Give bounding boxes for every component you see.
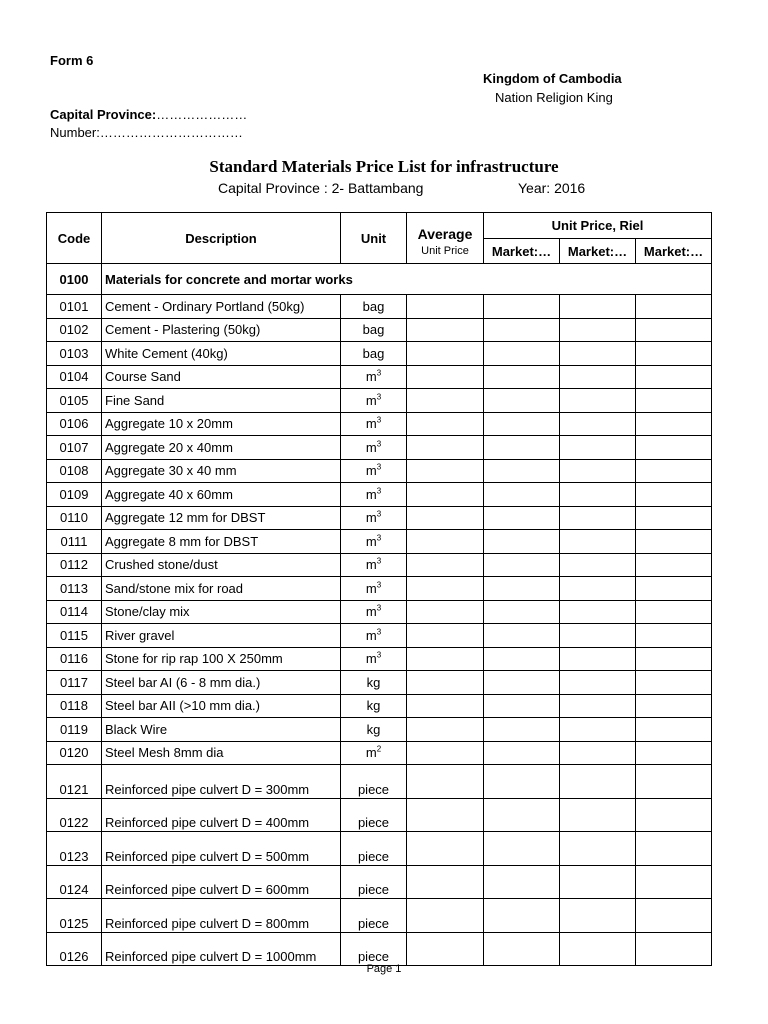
capital-province-field	[50, 107, 247, 122]
row-market-3-cell[interactable]	[636, 624, 712, 648]
row-unit-text: m	[365, 533, 377, 549]
row-unit	[341, 741, 407, 765]
row-market-2-cell[interactable]	[560, 600, 636, 624]
row-market-1-cell[interactable]	[484, 600, 560, 624]
row-code: 0118	[47, 694, 102, 718]
document-title: Standard Materials Price List for infrastructure	[209, 157, 559, 176]
row-unit-exponent: 3	[376, 415, 382, 425]
row-average-price-cell[interactable]	[407, 932, 484, 966]
row-market-1-cell[interactable]	[484, 932, 560, 966]
row-market-2-cell[interactable]	[560, 694, 636, 718]
row-description: Aggregate 20 x 40mm	[102, 436, 341, 460]
row-unit-text: piece	[357, 882, 390, 897]
row-average-price-cell[interactable]	[407, 798, 484, 832]
row-average-price-cell[interactable]	[407, 436, 484, 460]
row-market-1-cell[interactable]	[484, 295, 560, 319]
row-market-3-cell[interactable]	[636, 741, 712, 765]
row-unit	[341, 899, 407, 933]
row-unit-exponent: 3	[376, 462, 382, 472]
row-market-1-cell[interactable]	[484, 342, 560, 366]
row-unit-exponent: 3	[376, 556, 382, 566]
row-market-3-cell[interactable]	[636, 899, 712, 933]
row-unit-exponent: 3	[376, 627, 382, 637]
row-market-2-cell[interactable]	[560, 765, 636, 799]
row-unit-text: piece	[357, 949, 390, 964]
row-average-price-cell[interactable]	[407, 671, 484, 695]
row-unit-text: m	[365, 486, 377, 502]
row-market-3-cell[interactable]	[636, 459, 712, 483]
row-market-3-cell[interactable]	[636, 671, 712, 695]
row-market-1-cell[interactable]	[484, 459, 560, 483]
row-description: Reinforced pipe culvert D = 400mm	[102, 798, 341, 832]
row-description: Stone for rip rap 100 X 250mm	[102, 647, 341, 671]
row-market-3-cell[interactable]	[636, 600, 712, 624]
row-market-3-cell[interactable]	[636, 865, 712, 899]
row-unit-text: m	[365, 439, 377, 455]
row-average-price-cell[interactable]	[407, 530, 484, 554]
table-row	[47, 459, 712, 483]
row-code: 0109	[47, 483, 102, 507]
row-market-2-cell[interactable]	[560, 459, 636, 483]
row-market-1-cell[interactable]	[484, 530, 560, 554]
table-row	[47, 798, 712, 832]
row-description: Steel bar AI (6 - 8 mm dia.)	[102, 671, 341, 695]
row-market-1-cell[interactable]	[484, 765, 560, 799]
row-market-1-cell[interactable]	[484, 577, 560, 601]
row-market-3-cell[interactable]	[636, 553, 712, 577]
row-description: Reinforced pipe culvert D = 500mm	[102, 832, 341, 866]
row-code: 0114	[47, 600, 102, 624]
row-code: 0116	[47, 647, 102, 671]
row-unit-exponent: 3	[376, 580, 382, 590]
table-row	[47, 342, 712, 366]
row-unit	[341, 365, 407, 389]
row-average-price-cell[interactable]	[407, 577, 484, 601]
row-average-price-cell[interactable]	[407, 459, 484, 483]
row-market-2-cell[interactable]	[560, 412, 636, 436]
row-average-price-cell[interactable]	[407, 718, 484, 742]
row-average-price-cell[interactable]	[407, 694, 484, 718]
row-market-1-cell[interactable]	[484, 318, 560, 342]
row-unit-exponent: 3	[376, 392, 382, 402]
row-code: 0120	[47, 741, 102, 765]
capital-province-label: Capital Province:	[50, 107, 157, 122]
row-average-price-cell[interactable]	[407, 342, 484, 366]
row-unit	[341, 318, 407, 342]
row-market-1-cell[interactable]	[484, 624, 560, 648]
row-code: 0119	[47, 718, 102, 742]
row-description: Aggregate 30 x 40 mm	[102, 459, 341, 483]
table-row	[47, 530, 712, 554]
row-market-2-cell[interactable]	[560, 832, 636, 866]
section-label: Materials for concrete and mortar works	[102, 264, 712, 295]
row-unit-exponent: 3	[376, 650, 382, 660]
row-code: 0101	[47, 295, 102, 319]
row-code: 0117	[47, 671, 102, 695]
row-average-price-cell[interactable]	[407, 318, 484, 342]
row-unit-exponent: 3	[376, 368, 382, 378]
row-unit	[341, 459, 407, 483]
row-unit-text: m	[365, 627, 377, 643]
row-market-2-cell[interactable]	[560, 624, 636, 648]
row-market-1-cell[interactable]	[484, 671, 560, 695]
capital-province-blank: …………………	[156, 107, 248, 122]
row-market-3-cell[interactable]	[636, 577, 712, 601]
row-market-3-cell[interactable]	[636, 295, 712, 319]
row-market-1-cell[interactable]	[484, 553, 560, 577]
row-market-2-cell[interactable]	[560, 506, 636, 530]
row-unit-text: piece	[357, 781, 390, 797]
row-unit-text: m	[365, 463, 377, 479]
row-code: 0110	[47, 506, 102, 530]
row-unit	[341, 577, 407, 601]
row-unit	[341, 865, 407, 899]
row-unit-text: kg	[366, 698, 381, 714]
table-row	[47, 832, 712, 866]
table-row	[47, 389, 712, 413]
row-unit	[341, 798, 407, 832]
row-unit-text: kg	[366, 674, 381, 690]
row-code: 0111	[47, 530, 102, 554]
row-unit	[341, 671, 407, 695]
row-unit-exponent: 3	[376, 603, 382, 613]
row-market-2-cell[interactable]	[560, 577, 636, 601]
row-unit	[341, 694, 407, 718]
row-code: 0124	[47, 865, 102, 899]
row-unit	[341, 530, 407, 554]
row-unit	[341, 932, 407, 966]
header-unit-price-group: Unit Price, Riel	[484, 213, 712, 239]
row-description: Aggregate 12 mm for DBST	[102, 506, 341, 530]
row-unit-exponent: 3	[376, 439, 382, 449]
row-description: Fine Sand	[102, 389, 341, 413]
row-description: Aggregate 10 x 20mm	[102, 412, 341, 436]
row-market-3-cell[interactable]	[636, 342, 712, 366]
province-subtitle: Capital Province : 2- Battambang	[218, 180, 424, 196]
row-code: 0108	[47, 459, 102, 483]
row-description: Sand/stone mix for road	[102, 577, 341, 601]
row-market-3-cell[interactable]	[636, 365, 712, 389]
table-row	[47, 483, 712, 507]
row-unit-text: m	[365, 392, 377, 408]
row-market-3-cell[interactable]	[636, 765, 712, 799]
table-row	[47, 694, 712, 718]
row-code: 0104	[47, 365, 102, 389]
header-market-2: Market:…	[560, 239, 636, 264]
row-market-1-cell[interactable]	[484, 865, 560, 899]
row-market-1-cell[interactable]	[484, 647, 560, 671]
row-description: Aggregate 40 x 60mm	[102, 483, 341, 507]
row-average-price-cell[interactable]	[407, 506, 484, 530]
table-row	[47, 577, 712, 601]
row-market-3-cell[interactable]	[636, 694, 712, 718]
row-code: 0126	[47, 932, 102, 966]
row-market-1-cell[interactable]	[484, 741, 560, 765]
row-description: Crushed stone/dust	[102, 553, 341, 577]
row-average-price-cell[interactable]	[407, 553, 484, 577]
row-unit	[341, 647, 407, 671]
row-market-2-cell[interactable]	[560, 318, 636, 342]
table-row	[47, 600, 712, 624]
row-market-2-cell[interactable]	[560, 436, 636, 460]
row-market-3-cell[interactable]	[636, 318, 712, 342]
row-description: Aggregate 8 mm for DBST	[102, 530, 341, 554]
row-unit-exponent: 3	[376, 486, 382, 496]
header-market-1: Market:…	[484, 239, 560, 264]
table-row	[47, 624, 712, 648]
row-market-3-cell[interactable]	[636, 718, 712, 742]
row-market-3-cell[interactable]	[636, 506, 712, 530]
header-market-3: Market:…	[636, 239, 712, 264]
row-market-1-cell[interactable]	[484, 436, 560, 460]
row-code: 0107	[47, 436, 102, 460]
row-unit	[341, 718, 407, 742]
row-market-2-cell[interactable]	[560, 647, 636, 671]
row-unit-text: piece	[357, 815, 390, 830]
row-unit-text: bag	[362, 298, 385, 314]
row-average-price-cell[interactable]	[407, 832, 484, 866]
row-unit	[341, 412, 407, 436]
row-average-price-cell[interactable]	[407, 741, 484, 765]
row-unit-text: m	[365, 416, 377, 432]
table-row	[47, 718, 712, 742]
row-unit	[341, 342, 407, 366]
row-description: Cement - Ordinary Portland (50kg)	[102, 295, 341, 319]
row-market-2-cell[interactable]	[560, 342, 636, 366]
row-market-2-cell[interactable]	[560, 365, 636, 389]
row-average-price-cell[interactable]	[407, 295, 484, 319]
row-unit-text: m	[365, 580, 377, 596]
row-unit	[341, 765, 407, 799]
form-number: Form 6	[50, 53, 94, 68]
row-average-price-cell[interactable]	[407, 899, 484, 933]
kingdom-heading: Kingdom of Cambodia	[483, 71, 622, 86]
row-code: 0106	[47, 412, 102, 436]
row-market-2-cell[interactable]	[560, 718, 636, 742]
year-subtitle: Year: 2016	[518, 180, 586, 196]
row-unit	[341, 483, 407, 507]
row-code: 0121	[47, 765, 102, 799]
table-row	[47, 295, 712, 319]
row-market-1-cell[interactable]	[484, 365, 560, 389]
row-unit-text: m	[365, 510, 377, 526]
row-market-2-cell[interactable]	[560, 798, 636, 832]
row-market-2-cell[interactable]	[560, 389, 636, 413]
row-average-price-cell[interactable]	[407, 412, 484, 436]
row-unit-text: m	[365, 604, 377, 620]
section-row	[47, 264, 712, 295]
row-market-3-cell[interactable]	[636, 412, 712, 436]
header-average-label: Average	[417, 225, 473, 242]
row-unit	[341, 553, 407, 577]
row-description: Steel Mesh 8mm dia	[102, 741, 341, 765]
row-average-price-cell[interactable]	[407, 624, 484, 648]
row-average-price-cell[interactable]	[407, 365, 484, 389]
number-field	[50, 125, 243, 140]
page-number: Page 1	[366, 963, 402, 975]
row-unit	[341, 832, 407, 866]
row-market-2-cell[interactable]	[560, 932, 636, 966]
row-unit-text: m	[365, 651, 377, 667]
row-code: 0123	[47, 832, 102, 866]
row-unit-text: bag	[362, 345, 385, 361]
row-code: 0113	[47, 577, 102, 601]
row-market-1-cell[interactable]	[484, 718, 560, 742]
row-unit-text: bag	[362, 322, 385, 338]
row-market-1-cell[interactable]	[484, 832, 560, 866]
row-code: 0122	[47, 798, 102, 832]
row-code: 0103	[47, 342, 102, 366]
national-motto: Nation Religion King	[495, 90, 613, 105]
row-unit-text: kg	[366, 721, 381, 737]
row-unit-exponent: 3	[376, 509, 382, 519]
row-market-3-cell[interactable]	[636, 389, 712, 413]
row-code: 0102	[47, 318, 102, 342]
row-unit-exponent: 2	[376, 744, 382, 754]
table-row	[47, 412, 712, 436]
row-market-1-cell[interactable]	[484, 506, 560, 530]
price-list-table	[46, 212, 712, 966]
table-row	[47, 932, 712, 966]
row-market-3-cell[interactable]	[636, 647, 712, 671]
row-market-2-cell[interactable]	[560, 865, 636, 899]
row-unit-text: m	[365, 557, 377, 573]
row-unit	[341, 600, 407, 624]
row-description: Reinforced pipe culvert D = 800mm	[102, 899, 341, 933]
number-blank: ……………………………	[99, 125, 243, 140]
row-unit-text: piece	[357, 848, 390, 864]
row-market-1-cell[interactable]	[484, 483, 560, 507]
table-row	[47, 741, 712, 765]
row-description: Reinforced pipe culvert D = 300mm	[102, 765, 341, 799]
row-market-1-cell[interactable]	[484, 389, 560, 413]
row-market-1-cell[interactable]	[484, 798, 560, 832]
row-market-3-cell[interactable]	[636, 530, 712, 554]
row-average-price-cell[interactable]	[407, 765, 484, 799]
number-label: Number:	[50, 125, 100, 140]
row-market-3-cell[interactable]	[636, 436, 712, 460]
header-average-sub: Unit Price	[421, 244, 469, 257]
row-unit-text: m	[365, 369, 377, 385]
row-code: 0125	[47, 899, 102, 933]
row-description: Reinforced pipe culvert D = 600mm	[102, 865, 341, 899]
header-unit: Unit	[341, 213, 407, 264]
table-row	[47, 506, 712, 530]
header-code: Code	[47, 213, 102, 264]
row-description: Black Wire	[102, 718, 341, 742]
row-average-price-cell[interactable]	[407, 600, 484, 624]
row-market-1-cell[interactable]	[484, 412, 560, 436]
row-description: Course Sand	[102, 365, 341, 389]
row-description: Stone/clay mix	[102, 600, 341, 624]
row-market-3-cell[interactable]	[636, 483, 712, 507]
row-market-2-cell[interactable]	[560, 530, 636, 554]
row-code: 0115	[47, 624, 102, 648]
row-unit	[341, 506, 407, 530]
row-unit	[341, 389, 407, 413]
row-market-1-cell[interactable]	[484, 899, 560, 933]
row-market-2-cell[interactable]	[560, 553, 636, 577]
row-description: River gravel	[102, 624, 341, 648]
row-unit-text: piece	[357, 915, 390, 931]
row-unit-text: m	[365, 745, 377, 761]
row-market-2-cell[interactable]	[560, 671, 636, 695]
row-code: 0112	[47, 553, 102, 577]
row-market-3-cell[interactable]	[636, 932, 712, 966]
row-description: Steel bar AII (>10 mm dia.)	[102, 694, 341, 718]
table-row	[47, 865, 712, 899]
row-code: 0105	[47, 389, 102, 413]
table-row	[47, 647, 712, 671]
row-average-price-cell[interactable]	[407, 483, 484, 507]
row-market-3-cell[interactable]	[636, 832, 712, 866]
row-market-2-cell[interactable]	[560, 899, 636, 933]
row-average-price-cell[interactable]	[407, 647, 484, 671]
row-description: Reinforced pipe culvert D = 1000mm	[102, 932, 341, 966]
row-market-2-cell[interactable]	[560, 741, 636, 765]
row-unit	[341, 295, 407, 319]
row-description: Cement - Plastering (50kg)	[102, 318, 341, 342]
header-average	[407, 213, 484, 264]
row-description: White Cement (40kg)	[102, 342, 341, 366]
row-average-price-cell[interactable]	[407, 389, 484, 413]
row-unit	[341, 624, 407, 648]
row-average-price-cell[interactable]	[407, 865, 484, 899]
table-row	[47, 553, 712, 577]
row-unit-exponent: 3	[376, 533, 382, 543]
row-market-3-cell[interactable]	[636, 798, 712, 832]
row-market-1-cell[interactable]	[484, 694, 560, 718]
table-row	[47, 899, 712, 933]
section-code: 0100	[47, 264, 102, 295]
row-unit	[341, 436, 407, 460]
table-row	[47, 765, 712, 799]
header-description: Description	[102, 213, 341, 264]
table-row	[47, 318, 712, 342]
row-market-2-cell[interactable]	[560, 295, 636, 319]
row-market-2-cell[interactable]	[560, 483, 636, 507]
table-row	[47, 671, 712, 695]
table-row	[47, 436, 712, 460]
table-row	[47, 365, 712, 389]
